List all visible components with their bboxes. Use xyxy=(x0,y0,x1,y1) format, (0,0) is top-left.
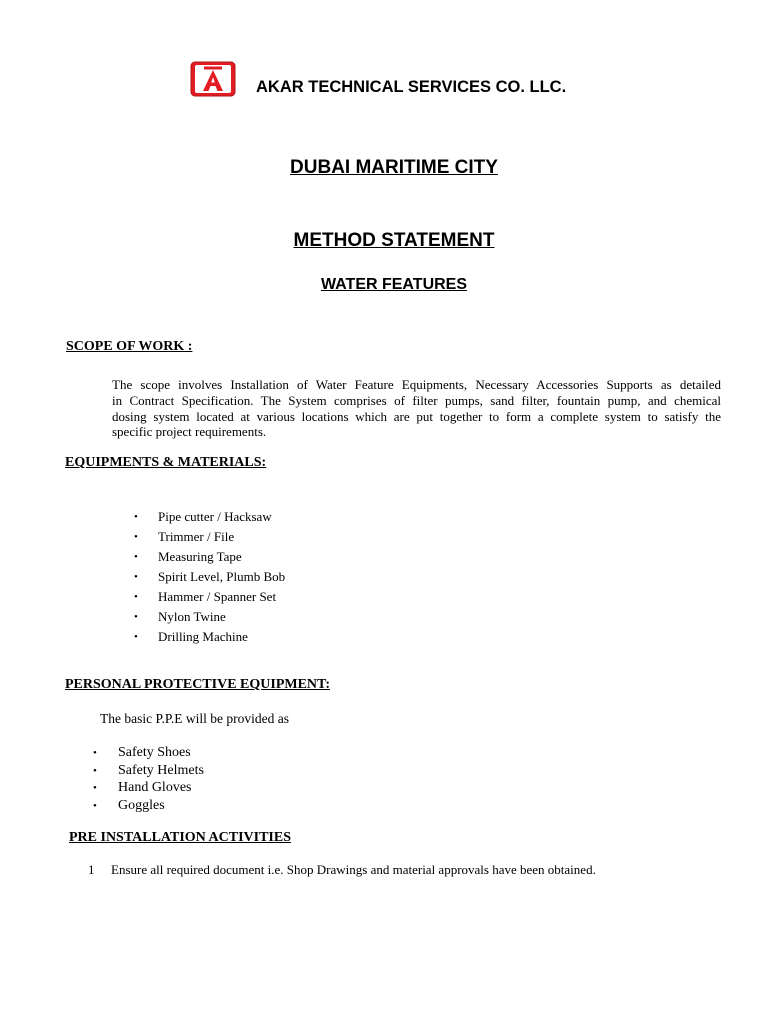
list-item-label: Nylon Twine xyxy=(158,609,226,624)
list-item xyxy=(134,629,285,649)
ppe-heading: PERSONAL PROTECTIVE EQUIPMENT: xyxy=(65,677,330,692)
ppe-intro: The basic P.P.E will be provided as xyxy=(100,711,289,726)
list-item xyxy=(134,549,285,569)
document-type-title: METHOD STATEMENT xyxy=(293,230,495,251)
bullet-icon: • xyxy=(134,511,138,523)
list-item-label: Spirit Level, Plumb Bob xyxy=(158,569,286,584)
list-item-label: Measuring Tape xyxy=(158,549,242,564)
list-item xyxy=(93,745,204,763)
scope-line: dosing system located at various locations which are put together to form a complete system to satisfy the xyxy=(112,408,721,424)
list-item-label: Trimmer / File xyxy=(158,529,235,544)
scope-paragraph xyxy=(112,377,721,440)
bullet-icon: • xyxy=(134,591,138,603)
pre-installation-heading: PRE INSTALLATION ACTIVITIES xyxy=(69,830,291,845)
list-item xyxy=(134,569,285,589)
list-item xyxy=(93,763,204,781)
list-item-label: Hammer / Spanner Set xyxy=(158,589,277,604)
list-item-label: Pipe cutter / Hacksaw xyxy=(158,509,272,524)
scope-line: specific project requirements. xyxy=(112,424,267,440)
list-item-label: Safety Shoes xyxy=(118,745,191,760)
list-item xyxy=(93,780,204,798)
equipment-heading: EQUIPMENTS & MATERIALS: xyxy=(65,455,267,470)
bullet-icon: • xyxy=(134,551,138,563)
scope-line: The scope involves Installation of Water Feature Equipments, Necessary Accessories Supports as detailed xyxy=(112,377,721,392)
activity-item xyxy=(88,862,596,878)
subject-title: WATER FEATURES xyxy=(320,276,468,293)
ppe-list xyxy=(93,745,204,815)
bullet-icon: • xyxy=(93,799,97,812)
bullet-icon: • xyxy=(134,611,138,623)
equipment-list xyxy=(134,509,285,649)
list-item-label: Safety Helmets xyxy=(118,762,204,778)
bullet-icon: • xyxy=(93,747,97,759)
bullet-icon: • xyxy=(93,782,97,795)
bullet-icon: • xyxy=(134,531,138,543)
list-item xyxy=(134,509,285,529)
scope-line: in Contract Specification. The System comprises of filter pumps, sand filter, fountain pump, and chemical xyxy=(112,392,721,408)
list-item-label: Goggles xyxy=(118,797,165,813)
list-item xyxy=(134,529,285,549)
activity-number: 1 xyxy=(88,862,95,877)
bullet-icon: • xyxy=(134,631,138,643)
company-name: AKAR TECHNICAL SERVICES CO. LLC. xyxy=(256,78,567,96)
list-item-label: Hand Gloves xyxy=(118,780,192,796)
list-item-label: Drilling Machine xyxy=(158,629,248,644)
bullet-icon: • xyxy=(93,764,97,777)
project-title: DUBAI MARITIME CITY xyxy=(290,157,498,178)
activity-text: Ensure all required document i.e. Shop Drawings and material approvals have been obtained. xyxy=(111,862,596,877)
list-item xyxy=(134,589,285,609)
list-item xyxy=(93,798,204,816)
list-item xyxy=(134,609,285,629)
scope-heading: SCOPE OF WORK : xyxy=(66,339,193,354)
akar-logo-icon xyxy=(190,61,236,97)
bullet-icon: • xyxy=(134,571,138,583)
